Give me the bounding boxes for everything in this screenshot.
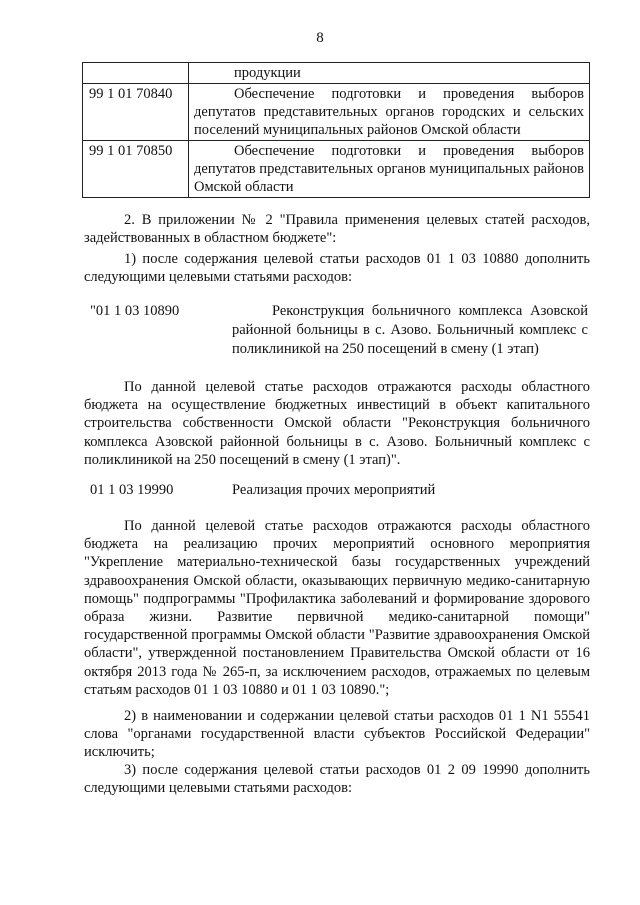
paragraph-2: 2. В приложении № 2 "Правила применения целевых статей расходов, задействованных в областном бюджете":	[84, 212, 590, 247]
description-cell: Обеспечение подготовки и проведения выборов депутатов представительных органов городских и сельских поселений муниципальных районов Омской области	[189, 84, 590, 141]
entry-2-description: По данной целевой статье расходов отражаются расходы областного бюджета на реализацию прочих мероприятий основного мероприятия "Укрепление материально-технической базы государственных учреждений здравоохранения Омской области, оказывающих первичную медико-санитарную помощь" подпрограммы "Профилактика заболеваний и формирование здорового образа жизни. Развитие первичной медико-санитарной помощи" государственной программы Омской области "Развитие здравоохранения Омской области", утвержденной постановлением Правительства Омской области от 16 октября 2013 года № 265-п, за исключением расходов, отражаемых по целевым статьям расходов 01 1 03 10880 и 01 1 03 10890.";	[84, 518, 590, 698]
page-number: 8	[316, 30, 324, 46]
table-row	[83, 84, 590, 141]
description-cell: продукции	[189, 63, 590, 84]
code-cell: 99 1 01 70850	[83, 141, 189, 198]
table-row	[83, 141, 590, 198]
budget-codes-table	[82, 62, 590, 198]
entry-1-description: По данной целевой статье расходов отражаются расходы областного бюджета на осуществление бюджетных инвестиций в объект капитального строительства собственности Омской области "Реконструкция больничного комплекса Азовской районной больницы в с. Азово. Больничный комплекс с поликлиникой на 250 посещений в смену (1 этап)".	[84, 379, 590, 468]
code-cell: 99 1 01 70840	[83, 84, 189, 141]
code-cell	[83, 63, 189, 84]
paragraph-2-item-1: 1) после содержания целевой статьи расходов 01 1 03 10880 дополнить следующими целевыми статьями расходов:	[84, 251, 590, 286]
paragraph-2-item-3: 3) после содержания целевой статьи расходов 01 2 09 19990 дополнить следующими целевыми статьями расходов:	[84, 762, 590, 797]
table-row	[83, 63, 590, 84]
entry-2-code: 01 1 03 19990	[90, 482, 174, 498]
entry-2-title: Реализация прочих мероприятий	[232, 482, 436, 498]
description-cell: Обеспечение подготовки и проведения выборов депутатов представительных органов муниципальных районов Омской области	[189, 141, 590, 198]
paragraph-2-item-2: 2) в наименовании и содержании целевой статьи расходов 01 1 N1 55541 слова "органами государственной власти субъектов Российской Федерации" исключить;	[84, 708, 590, 761]
entry-1-title: Реконструкция больничного комплекса Азовской районной больницы в с. Азово. Больничный комплекс с поликлиникой на 250 посещений в смену (1 этап)	[232, 303, 588, 357]
entry-1-code: "01 1 03 10890	[90, 303, 180, 319]
